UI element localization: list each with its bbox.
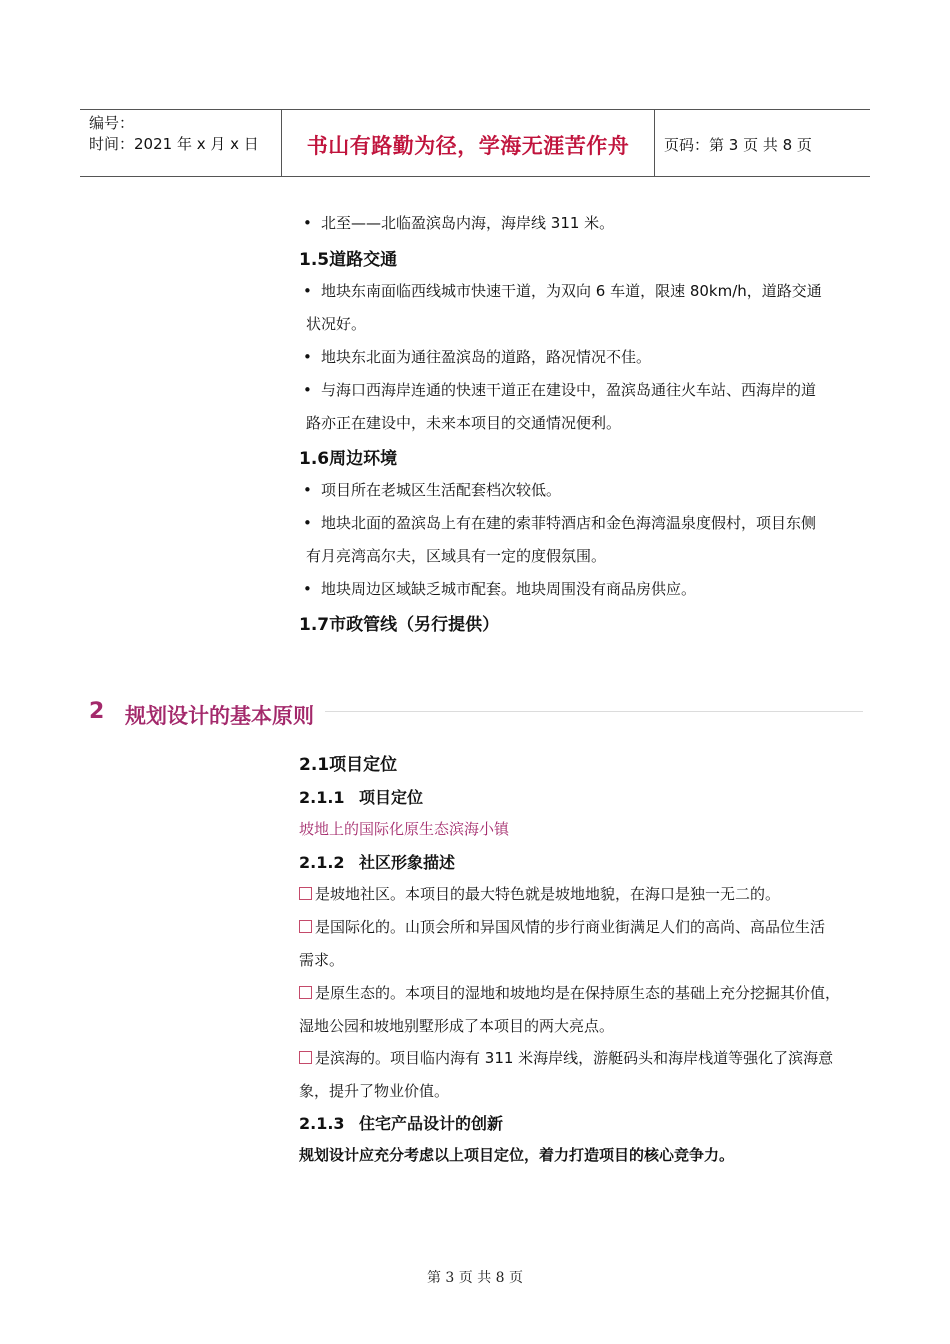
description-slope xyxy=(299,883,780,904)
checkbox-icon xyxy=(299,986,312,999)
bullet-environment-3: • 地块周边区域缺乏城市配套。地块周围没有商品房供应。 xyxy=(299,578,696,599)
header-motto: 书山有路勤为径，学海无涯苦作舟 xyxy=(306,134,630,158)
checkbox-icon xyxy=(299,887,312,900)
closing-statement: 规划设计应充分考虑以上项目定位，着力打造项目的核心竞争力。 xyxy=(299,1146,735,1164)
section-2-title: 规划设计的基本原则 xyxy=(125,704,314,728)
heading-1-7: 1.7市政管线（另行提供） xyxy=(299,615,500,635)
bullet-traffic-2: • 地块东北面为通往盈滨岛的道路，路况情况不佳。 xyxy=(299,346,651,367)
description-coastal-text: 是滨海的。项目临内海有 311 米海岸线，游艇码头和海岸栈道等强化了滨海意 xyxy=(315,1049,834,1067)
heading-2-1-2-number: 2.1.2 xyxy=(299,853,345,872)
document-number-label: 编号： xyxy=(89,114,135,132)
bullet-environment-2: • 地块北面的盈滨岛上有在建的索菲特酒店和金色海湾温泉度假村，项目东侧 xyxy=(299,512,816,533)
section-2-number: 2 xyxy=(89,699,105,724)
heading-2-1-1-text: 项目定位 xyxy=(359,788,424,807)
bullet-traffic-3: • 与海口西海岸连通的快速干道正在建设中，盈滨岛通往火车站、西海岸的道 xyxy=(299,379,816,400)
heading-2-1-2 xyxy=(299,850,455,873)
project-tagline: 坡地上的国际化原生态滨海小镇 xyxy=(299,820,510,838)
bullet-north-boundary: • 北至——北临盈滨岛内海，海岸线 311 米。 xyxy=(299,212,614,233)
heading-2-1-1-number: 2.1.1 xyxy=(299,788,345,807)
description-coastal xyxy=(299,1047,833,1068)
description-ecological-text: 是原生态的。本项目的湿地和坡地均是在保持原生态的基础上充分挖掘其价值， xyxy=(315,984,841,1002)
bullet-environment-2-cont: 有月亮湾高尔夫，区域具有一定的度假氛围。 xyxy=(306,547,607,565)
heading-2-1-2-text: 社区形象描述 xyxy=(359,853,456,872)
bullet-traffic-1-cont: 状况好。 xyxy=(306,315,367,333)
header-page-info: 页码：第 3 页 共 8 页 xyxy=(664,136,812,154)
checkbox-icon xyxy=(299,1051,312,1064)
page-header xyxy=(80,109,870,177)
heading-2-1-3-number: 2.1.3 xyxy=(299,1114,345,1133)
description-slope-text: 是坡地社区。本项目的最大特色就是坡地地貌，在海口是独一无二的。 xyxy=(315,885,781,903)
bullet-environment-1: • 项目所在老城区生活配套档次较低。 xyxy=(299,479,561,500)
description-international xyxy=(299,916,825,937)
heading-2-1-1 xyxy=(299,785,423,808)
description-ecological-cont: 湿地公园和坡地别墅形成了本项目的两大亮点。 xyxy=(299,1017,615,1035)
description-ecological xyxy=(299,982,840,1003)
bullet-traffic-3-cont: 路亦正在建设中，未来本项目的交通情况便利。 xyxy=(306,414,622,432)
header-motto-cell xyxy=(281,110,655,176)
heading-1-5: 1.5道路交通 xyxy=(299,250,398,270)
section-2-divider xyxy=(325,711,863,712)
bullet-traffic-1: • 地块东南面临西线城市快速干道，为双向 6 车道，限速 80km/h，道路交通 xyxy=(299,280,822,301)
page-footer: 第 3 页 共 8 页 xyxy=(426,1270,524,1286)
description-coastal-cont: 象，提升了物业价值。 xyxy=(299,1082,450,1100)
heading-2-1-3-text: 住宅产品设计的创新 xyxy=(359,1114,504,1133)
heading-2-1: 2.1项目定位 xyxy=(299,755,398,775)
heading-1-6: 1.6周边环境 xyxy=(299,449,398,469)
checkbox-icon xyxy=(299,920,312,933)
document-time-label: 时间：2021 年 x 月 x 日 xyxy=(89,135,259,153)
description-international-cont: 需求。 xyxy=(299,951,345,969)
header-meta xyxy=(80,110,281,176)
heading-2-1-3 xyxy=(299,1111,503,1134)
description-international-text: 是国际化的。山顶会所和异国风情的步行商业街满足人们的高尚、高品位生活 xyxy=(315,918,826,936)
